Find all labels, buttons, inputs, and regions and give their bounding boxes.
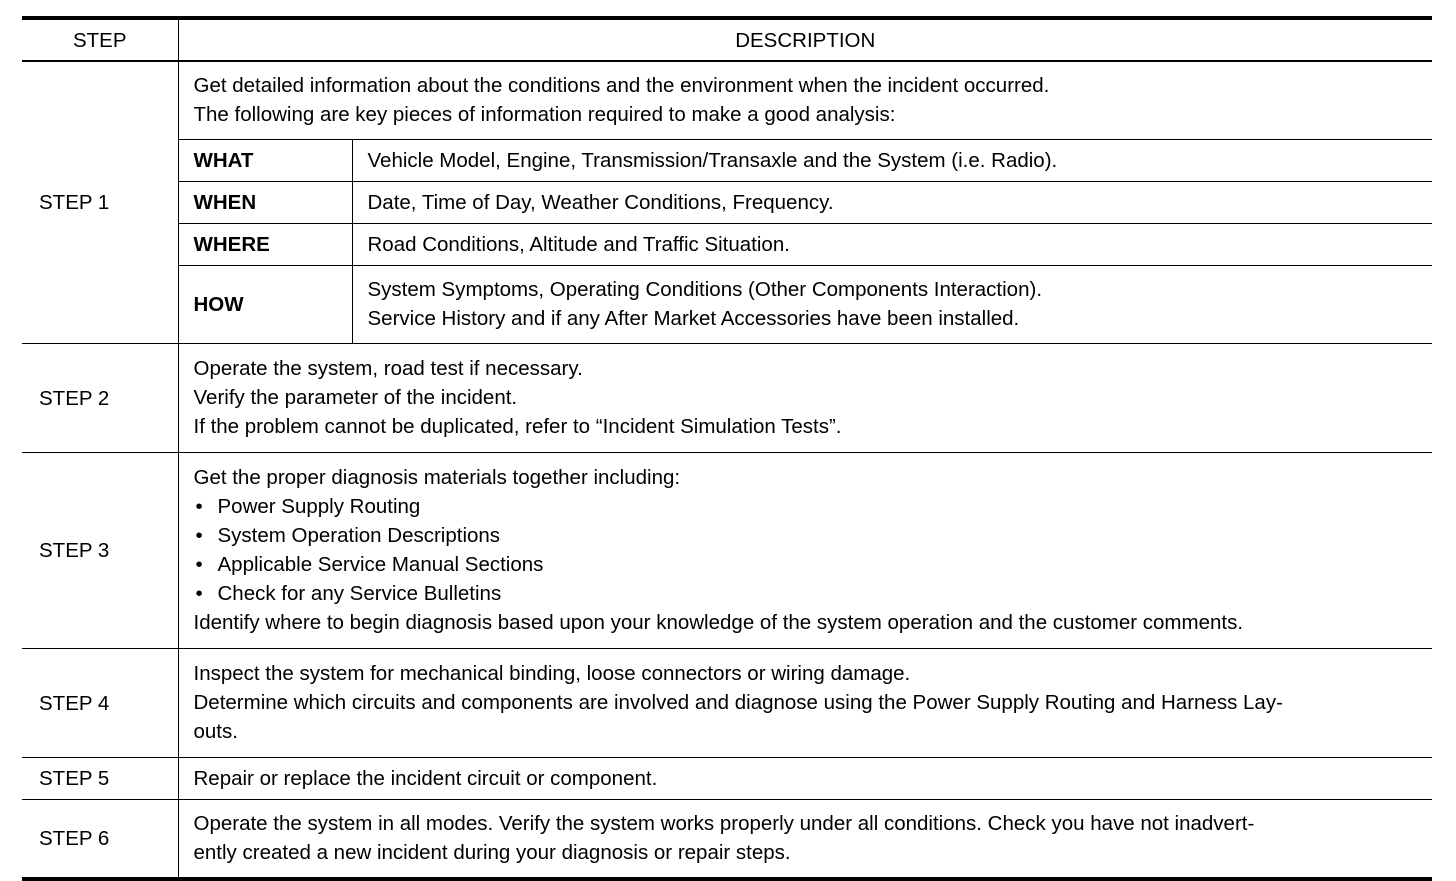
step-6-label: STEP 6 (22, 800, 178, 880)
table-row-how (22, 266, 1432, 344)
bullet-text: Applicable Service Manual Sections (217, 553, 544, 576)
key-where: WHERE (178, 224, 352, 266)
step-1-intro-line: The following are key pieces of information required to make a good analysis: (193, 103, 896, 126)
step-3-outro: Identify where to begin diagnosis based upon your knowledge of the system operation and the customer comments. (193, 611, 1244, 634)
step-5-description: Repair or replace the incident circuit or component. (178, 758, 1432, 800)
bullet-item (194, 521, 1433, 550)
table-row-what (22, 140, 1432, 182)
value-how-line: System Symptoms, Operating Conditions (Other Components Interaction). (367, 278, 1043, 301)
step-2-label: STEP 2 (22, 344, 178, 453)
step-4-line: outs. (193, 720, 238, 743)
bullet-item (194, 579, 1433, 608)
step-1-intro-line: Get detailed information about the conditions and the environment when the incident occurred. (193, 74, 1050, 97)
bullet-text: System Operation Descriptions (217, 524, 501, 547)
key-what: WHAT (178, 140, 352, 182)
step-1-label: STEP 1 (22, 61, 178, 344)
step-4-label: STEP 4 (22, 649, 178, 758)
table-row-step-6 (22, 800, 1432, 880)
bullet-text: Power Supply Routing (217, 495, 421, 518)
step-2-line: Verify the parameter of the incident. (193, 386, 518, 409)
step-3-description (178, 453, 1432, 649)
step-4-line: Inspect the system for mechanical binding, loose connectors or wiring damage. (193, 662, 911, 685)
header-step: STEP (22, 18, 178, 61)
bullet-item (194, 550, 1433, 579)
bullet-icon: • (195, 553, 203, 576)
step-2-line: If the problem cannot be duplicated, refer to “Incident Simulation Tests”. (193, 415, 842, 438)
step-3-label: STEP 3 (22, 453, 178, 649)
step-2-description (178, 344, 1432, 453)
value-where: Road Conditions, Altitude and Traffic Situation. (352, 224, 1432, 266)
table-row-step-1 (22, 61, 1432, 140)
step-3-intro: Get the proper diagnosis materials together including: (193, 466, 681, 489)
value-how-line: Service History and if any After Market Accessories have been installed. (367, 307, 1020, 330)
table-row-step-3 (22, 453, 1432, 649)
bullet-item (194, 492, 1433, 521)
table-row-step-4 (22, 649, 1432, 758)
step-6-description (178, 800, 1432, 880)
table-row-when (22, 182, 1432, 224)
bullet-icon: • (195, 524, 203, 547)
bullet-icon: • (195, 582, 203, 605)
step-6-line: ently created a new incident during your diagnosis or repair steps. (193, 841, 791, 864)
value-when: Date, Time of Day, Weather Conditions, Frequency. (352, 182, 1432, 224)
table-header-row (22, 18, 1432, 61)
step-5-label: STEP 5 (22, 758, 178, 800)
bullet-icon: • (195, 495, 203, 518)
diagnosis-procedure-table (22, 16, 1432, 881)
step-4-line: Determine which circuits and components are involved and diagnose using the Power Supply Routing and Harness Lay- (193, 691, 1283, 714)
table-row-step-2 (22, 344, 1432, 453)
header-description: DESCRIPTION (178, 18, 1432, 61)
table-row-where (22, 224, 1432, 266)
step-6-line: Operate the system in all modes. Verify the system works properly under all conditions. Check you have not inadvert- (193, 812, 1255, 835)
step-4-description (178, 649, 1432, 758)
value-what: Vehicle Model, Engine, Transmission/Transaxle and the System (i.e. Radio). (352, 140, 1432, 182)
step-1-intro (178, 61, 1432, 140)
bullet-text: Check for any Service Bulletins (217, 582, 502, 605)
table-row-step-5 (22, 758, 1432, 800)
step-2-line: Operate the system, road test if necessary. (193, 357, 583, 380)
value-how (352, 266, 1432, 344)
key-when: WHEN (178, 182, 352, 224)
key-how: HOW (178, 266, 352, 344)
